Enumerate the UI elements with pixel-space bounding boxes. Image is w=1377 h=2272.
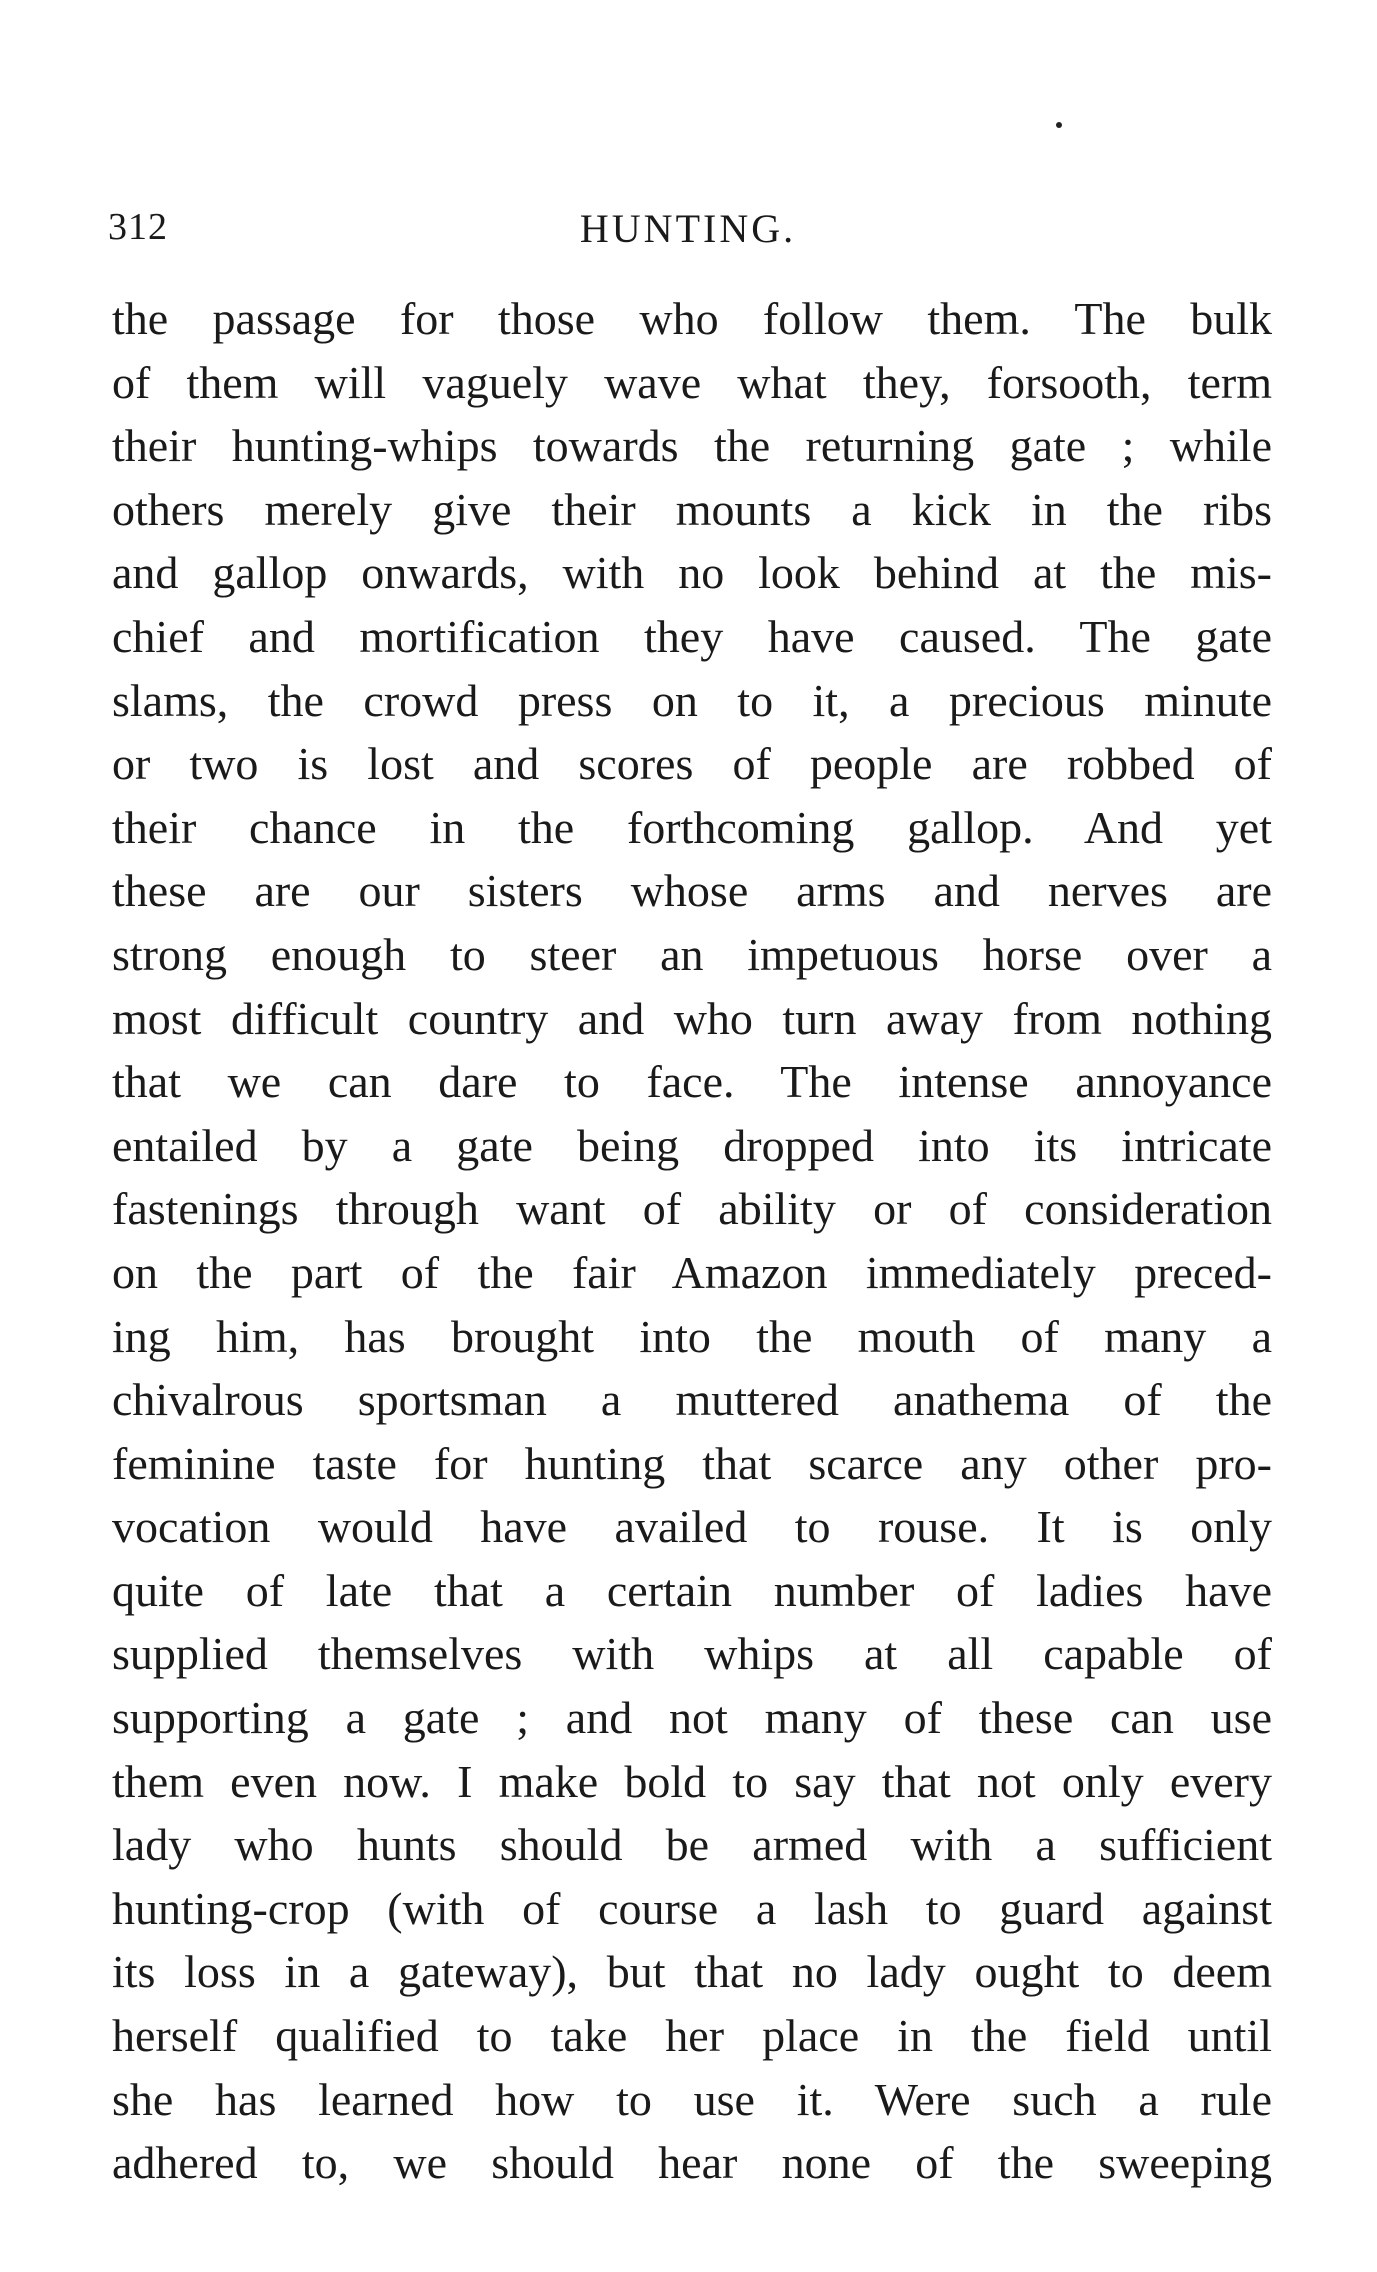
text-line: she has learned how to use it. Were such a rule [112, 2073, 1272, 2125]
text-line: or two is lost and scores of people are robbed of [112, 738, 1272, 790]
text-line: them even now. I make bold to say that not only every [112, 1755, 1272, 1807]
text-line: of them will vaguely wave what they, forsooth, term [112, 356, 1272, 408]
text-line: vocation would have availed to rouse. It is only [112, 1501, 1272, 1553]
running-head: HUNTING. [579, 206, 797, 251]
text-line: supporting a gate ; and not many of these can use [112, 1692, 1272, 1744]
text-line: and gallop onwards, with no look behind at the mis- [112, 547, 1272, 599]
text-line: slams, the crowd press on to it, a precious minute [112, 674, 1272, 726]
text-line: that we can dare to face. The intense annoyance [112, 1056, 1272, 1108]
text-line: their chance in the forthcoming gallop. And yet [112, 801, 1272, 853]
text-line: most difficult country and who turn away from nothing [112, 992, 1272, 1044]
text-line: hunting-crop (with of course a lash to guard against [112, 1882, 1272, 1934]
ink-speck [1056, 122, 1062, 128]
text-line: their hunting-whips towards the returning gate ; while [112, 420, 1272, 472]
text-line: chivalrous sportsman a muttered anathema of the [112, 1374, 1272, 1426]
text-line: strong enough to steer an impetuous horse over a [112, 928, 1272, 980]
text-line: the passage for those who follow them. The bulk [112, 293, 1272, 344]
text-line: these are our sisters whose arms and nerves are [112, 865, 1272, 917]
page-header [108, 205, 1268, 265]
text-line: quite of late that a certain number of ladies have [112, 1564, 1272, 1616]
text-line: its loss in a gateway), but that no lady ought to deem [112, 1946, 1272, 1998]
text-line: feminine taste for hunting that scarce any other pro- [112, 1437, 1272, 1489]
text-line: chief and mortification they have caused. The gate [112, 610, 1272, 662]
text-line: ing him, has brought into the mouth of many a [112, 1310, 1272, 1362]
text-line: lady who hunts should be armed with a sufficient [112, 1819, 1272, 1871]
text-line: supplied themselves with whips at all capable of [112, 1628, 1272, 1680]
text-line: herself qualified to take her place in the field until [112, 2010, 1272, 2062]
text-line: others merely give their mounts a kick in the ribs [112, 483, 1272, 535]
text-line: entailed by a gate being dropped into its intricate [112, 1119, 1272, 1171]
text-line: on the part of the fair Amazon immediately preced- [112, 1246, 1272, 1298]
text-line: adhered to, we should hear none of the sweeping [112, 2137, 1272, 2189]
body-text [112, 287, 1272, 2195]
text-line: fastenings through want of ability or of consideration [112, 1183, 1272, 1235]
page-number: 312 [108, 206, 168, 248]
